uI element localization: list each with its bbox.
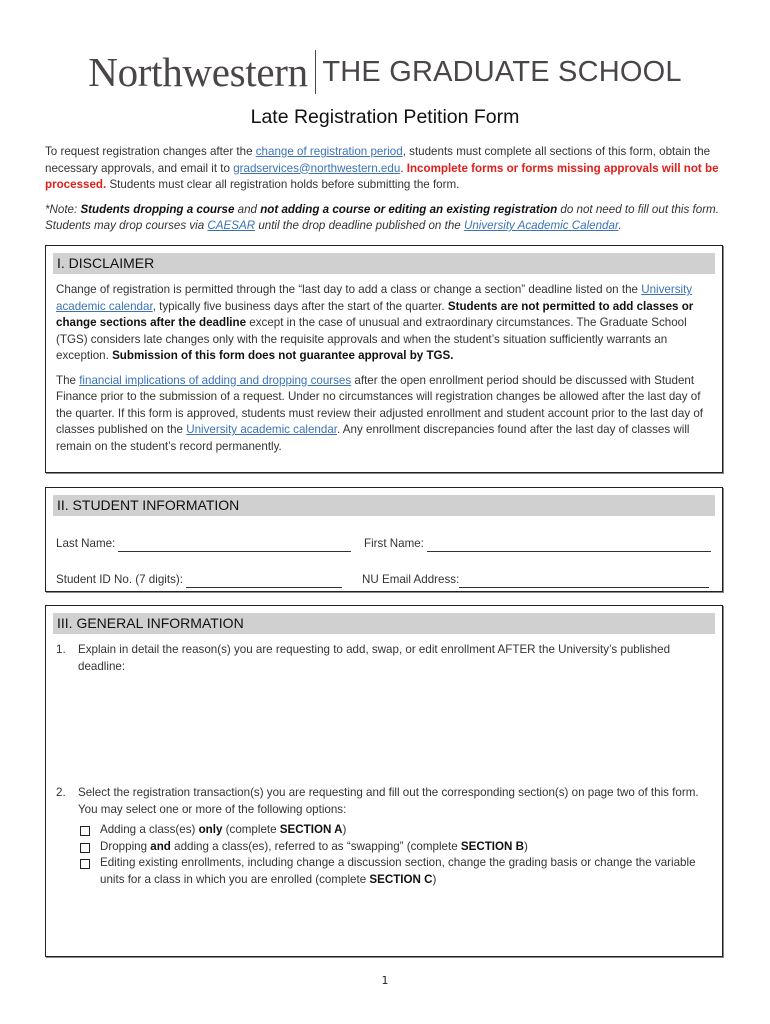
text: .	[618, 219, 622, 232]
text: Editing existing enrollments, including change a discussion section, change the grading basis or change the variable units for a class in which you are enrolled	[100, 856, 696, 886]
page-title: Late Registration Petition Form	[250, 106, 520, 128]
question-number: 1.	[56, 643, 66, 656]
academic-calendar-link[interactable]: University Academic Calendar	[463, 219, 619, 232]
disclaimer-paragraph-2	[56, 373, 712, 456]
option-label	[100, 822, 346, 839]
text-bold: Submission of this form does not guarantee approval by TGS.	[112, 349, 454, 362]
general-information-section	[45, 605, 723, 957]
caesar-link[interactable]: CAESAR	[207, 219, 256, 232]
transaction-options	[78, 822, 712, 888]
student-information-section	[45, 487, 723, 592]
section-ref: SECTION B	[460, 839, 525, 853]
text: Dropping	[100, 839, 151, 853]
id-email-row	[56, 568, 712, 588]
section-ref: SECTION C	[369, 872, 433, 886]
option-label	[100, 839, 528, 856]
email-label: NU Email Address:	[362, 572, 460, 586]
option-edit-enrollment[interactable]	[78, 855, 712, 888]
logo-divider	[315, 50, 317, 94]
logo-northwestern: Northwestern	[88, 49, 308, 95]
text: except in the case of unusual and extraordinary circumstances. The Graduate School (TGS) considers late changes only with the requisite approvals and when the student’s situation sufficiently warrants an exception.	[56, 316, 687, 362]
option-label	[100, 855, 712, 888]
last-name-label: Last Name:	[56, 536, 116, 550]
first-name-label: First Name:	[364, 536, 424, 550]
text: Adding a class(es)	[100, 823, 199, 836]
text-bold: only	[198, 823, 223, 836]
section-heading: III. GENERAL INFORMATION	[53, 613, 715, 634]
text: *Note:	[45, 202, 81, 216]
question-1-text: Explain in detail the reason(s) you are requesting to add, swap, or edit enrollment AFTER the University’s published deadline:	[78, 643, 671, 673]
text: adding a class(es), referred to as “swapping” (complete	[170, 839, 461, 853]
section-heading: II. STUDENT INFORMATION	[53, 495, 715, 516]
financial-implications-link[interactable]: financial implications of adding and dropping courses	[79, 373, 352, 387]
question-1	[56, 642, 712, 675]
text: .	[400, 161, 407, 175]
logo-graduate-school: THE GRADUATE SCHOOL	[322, 55, 682, 88]
text-bold: Students are not permitted to add classes or change sections after the deadline	[56, 299, 694, 329]
text: )	[342, 823, 347, 836]
text-bold: Students dropping a course	[80, 202, 235, 216]
text: and	[234, 202, 261, 216]
text: Students must clear all registration holds before submitting the form.	[106, 178, 460, 191]
last-name-field[interactable]	[118, 539, 351, 552]
text: Change of registration is permitted through the “last day to add a class or change a section” deadline listed on the	[56, 283, 642, 296]
text: , students must complete all sections of this form, obtain the necessary approvals, and email it to	[45, 145, 711, 175]
question-2	[56, 785, 712, 818]
option-add-class[interactable]	[78, 822, 712, 839]
gradservices-email-link[interactable]: gradservices@northwestern.edu	[233, 161, 401, 175]
option-swap-class[interactable]	[78, 839, 712, 856]
text-bold: and	[150, 839, 171, 853]
text: (complete	[312, 872, 370, 886]
text: do not need to fill out this form. Students may drop courses via	[45, 202, 719, 232]
reason-answer-area[interactable]	[56, 675, 712, 785]
text: until the drop deadline published on the	[255, 219, 464, 232]
intro-paragraph	[45, 144, 725, 194]
name-row	[56, 532, 712, 552]
section-ref: SECTION A	[279, 823, 343, 836]
checkbox-icon[interactable]	[80, 843, 90, 853]
student-id-label: Student ID No. (7 digits):	[56, 572, 183, 586]
text: after the open enrollment period should be discussed with Student Finance prior to the submission of a request. Under no circumstances will registration changes be allowed after the last day of the quarter. If this form is approved, students must review their adjusted enrollment and student account prior to the last day of classes published on the	[56, 373, 704, 436]
checkbox-icon[interactable]	[80, 826, 90, 836]
academic-calendar-link[interactable]: University academic calendar	[56, 283, 693, 313]
checkbox-icon[interactable]	[80, 859, 90, 869]
text: )	[524, 839, 528, 853]
change-of-registration-period-link[interactable]: change of registration period	[255, 145, 403, 158]
text: , typically five business days after the start of the quarter.	[152, 299, 448, 313]
logo-header	[0, 48, 770, 96]
email-field[interactable]	[459, 575, 709, 588]
disclaimer-paragraph-1	[56, 282, 712, 365]
page-number: 1	[381, 974, 389, 987]
academic-calendar-link[interactable]: University academic calendar	[186, 423, 337, 436]
first-name-field[interactable]	[427, 539, 711, 552]
intro-section	[45, 144, 725, 243]
section-heading: I. DISCLAIMER	[53, 253, 715, 274]
text: The	[56, 373, 80, 387]
incomplete-forms-warning: Incomplete forms or forms missing approvals will not be processed.	[45, 161, 719, 191]
text-bold: not adding a course or editing an existing registration	[260, 202, 558, 216]
text: To request registration changes after the	[45, 145, 256, 158]
question-number: 2.	[56, 786, 66, 799]
text: (complete	[222, 823, 280, 836]
question-2-text: Select the registration transaction(s) you are requesting and fill out the corresponding section(s) on page two of this form. You may select one or more of the following options:	[78, 786, 699, 816]
disclaimer-section	[45, 245, 723, 473]
text: )	[432, 872, 437, 886]
text: . Any enrollment discrepancies found after the last day of classes will remain on the student’s record permanently.	[56, 423, 690, 453]
note-paragraph	[45, 202, 725, 235]
student-id-field[interactable]	[186, 575, 342, 588]
